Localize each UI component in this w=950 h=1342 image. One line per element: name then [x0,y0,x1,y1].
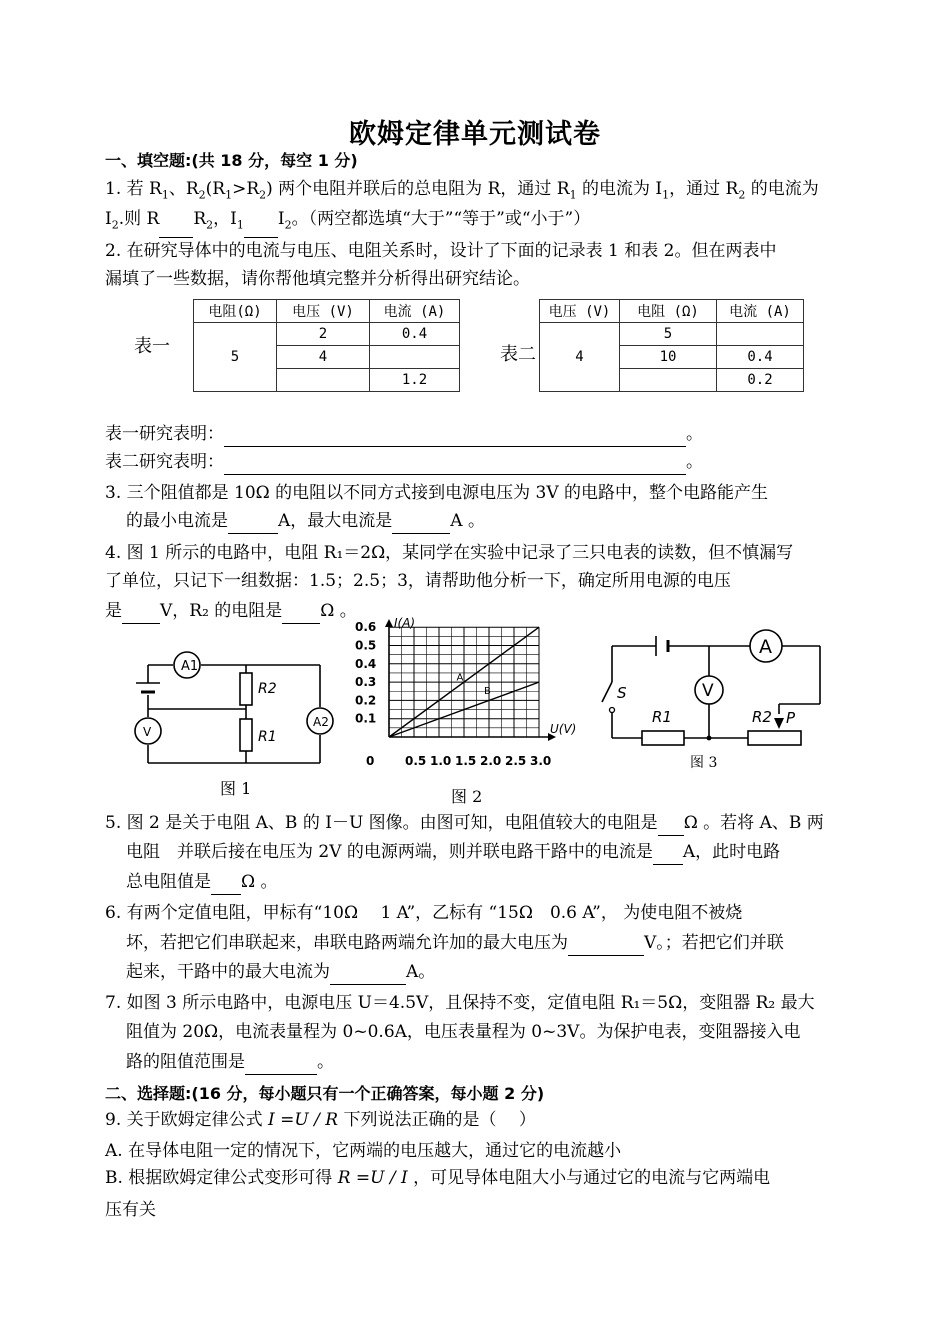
question-7-line-1: 7. 如图 3 所示电路中，电源电压 U＝4.5V，且保持不变，定值电阻 R₁＝5Ω，变阻器 R₂ 最大 [105,993,815,1013]
y-tick-label: 0.4 [355,656,377,671]
question-6-line-2: 坏，若把它们串联起来，串联电路两端允许加的最大电压为 V。；若把它们并联 [126,930,784,956]
table-cell: 4 [540,323,620,392]
label-a1: A1 [181,659,199,674]
table-cell: 1.2 [370,369,460,392]
figure-2-chart [352,615,597,775]
table-cell: 2 [277,323,370,346]
table-1-label: 表一 [134,336,170,357]
label-v: V [143,725,152,739]
question-4-line-2: 了单位，只记下一组数据：1.5；2.5；3，请帮助他分析一下，确定所用电源的电压 [105,571,731,591]
y-tick-label: 0.1 [355,711,377,726]
answer-blank[interactable] [211,876,241,895]
label-a2: A2 [313,715,329,729]
label-r2: R2 [258,681,277,697]
table-header: 电流 (A) [717,300,804,323]
label-v: V [702,681,714,701]
answer-blank[interactable] [244,219,278,238]
slider-p-arrow [774,718,784,729]
table-header: 电阻 (Ω) [620,300,717,323]
answer-blank[interactable] [228,515,278,534]
question-5-line-1: 5. 图 2 是关于电阻 A、B 的 I－U 图像。由图可知，电阻值较大的电阻是 Ω 。若将 A、B 两 [105,810,824,836]
table-header: 电压 (V) [540,300,620,323]
question-6-line-3: 起来，干路中的最大电流为 A。 [126,959,435,985]
figure-3-circuit [598,624,828,754]
ohms-law-formula: I =U / R [268,1110,339,1130]
y-tick-label: 0.3 [355,675,377,690]
y-tick-label: 0.2 [355,693,377,708]
table-1-conclusion: 表一研究表明： 。 [105,421,703,447]
x-tick-label: 2.5 [505,754,527,768]
answer-blank[interactable] [159,219,193,238]
question-9-stem: 9. 关于欧姆定律公式 I =U / R 下列说法正确的是（ ） [105,1110,536,1130]
table-2-conclusion: 表二研究表明： 。 [105,449,703,475]
rheostat-r2-symbol [748,731,801,745]
y-axis-label: I(A) [394,616,416,630]
table-header: 电阻(Ω) [194,300,277,323]
label-r1: R1 [652,708,672,726]
question-4-line-1: 4. 图 1 所示的电路中，电阻 R₁＝2Ω，某同学在实验中记录了三只电表的读数，但不慎漏写 [105,543,794,563]
question-7-line-2: 阻值为 20Ω，电流表量程为 0~0.6A，电压表量程为 0~3V。为保护电表，变阻器接入电 [126,1022,801,1042]
question-6-line-1: 6. 有两个定值电阻，甲标有“10Ω 1 A”，乙标有 “15Ω 0.6 A”， 为使电阻不被烧 [105,903,743,923]
answer-blank[interactable] [245,1056,317,1075]
table-cell: 0.4 [370,323,460,346]
resistor-r2-symbol [240,673,252,705]
answer-blank[interactable] [568,937,644,956]
table-cell[interactable] [277,369,370,392]
y-tick-label: 0.5 [355,638,377,653]
series-b-label: B [484,685,491,697]
figure-3-caption: 图 3 [690,755,718,771]
table-header: 电压 (V) [277,300,370,323]
answer-blank[interactable] [653,846,683,865]
x-tick-label: 0.5 [405,754,427,768]
table-cell[interactable] [717,323,804,346]
y-tick-label: 0.6 [355,620,377,635]
x-tick-label: 1.0 [430,754,452,768]
question-5-line-3: 总电阻值是 Ω 。 [126,869,278,895]
figure-2-caption: 图 2 [451,787,483,806]
record-table-2 [539,299,804,392]
table-header: 电流 (A) [370,300,460,323]
option-b-continued: 压有关 [105,1200,156,1220]
page-title: 欧姆定律单元测试卷 [349,119,601,150]
label-r2: R2 [752,708,772,726]
table-cell: 4 [277,346,370,369]
question-1-line-2: $I_2$.则 R $R_2$，$I_1$ $I_2$。（两空都选填“大于”“等于”或“小于”） [105,206,590,238]
question-3-line-1: 3. 三个阻值都是 10Ω 的电阻以不同方式接到电源电压为 3V 的电路中，整个电路能产生 [105,483,769,503]
option-b[interactable]: B. 根据欧姆定律公式变形可得 R =U / I ，可见导体电阻大小与通过它的电流与它两端电 [105,1168,771,1188]
label-r1: R1 [258,729,277,745]
question-7-line-3: 路的阻值范围是 。 [126,1049,334,1075]
table-cell[interactable] [620,369,717,392]
question-2-line-2: 漏填了一些数据，请你帮他填完整并分析得出研究结论。 [105,269,530,289]
question-2-line-1: 2. 在研究导体中的电流与电压、电阻关系时，设计了下面的记录表 1 和表 2。但在两表中 [105,241,777,261]
answer-blank[interactable] [330,966,406,985]
answer-blank[interactable] [224,456,686,475]
question-5-line-2: 电阻 并联后接在电压为 2V 的电源两端，则并联电路干路中的电流是 A，此时电路 [126,839,780,865]
table-2-label: 表二 [500,344,536,365]
resistor-r1-symbol [642,731,684,745]
rearranged-formula: R =U / I [337,1168,408,1188]
origin-label: 0 [366,754,375,768]
record-table-1 [193,299,460,392]
x-axis-label: U(V) [550,722,577,736]
y-axis-arrow [385,619,393,627]
answer-blank[interactable] [224,428,686,447]
x-tick-label: 1.5 [455,754,477,768]
table-cell: 0.2 [717,369,804,392]
resistor-r1-symbol [240,719,252,751]
table-cell: 10 [620,346,717,369]
section-choice-heading: 二、选择题:(16 分，每小题只有一个正确答案，每小题 2 分) [105,1084,545,1103]
label-p: P [786,709,796,727]
figure-1-circuit [128,645,338,770]
table-cell: 5 [620,323,717,346]
table-cell: 0.4 [717,346,804,369]
figure-1-caption: 图 1 [220,779,252,798]
x-tick-label: 3.0 [530,754,552,768]
table-cell[interactable] [370,346,460,369]
series-a-label: A [456,672,464,684]
section-fill-in-heading: 一、填空题:(共 18 分，每空 1 分) [105,151,358,170]
question-1-line-1: 1. 若 $R_1$、$R_2(R_1>R_2)$ 两个电阻并联后的总电阻为 R，通过 $R_1$ 的电流为 $I_1$，通过 $R_2$ 的电流为 [105,179,819,202]
table-cell: 5 [194,323,277,392]
answer-blank[interactable] [282,605,320,624]
option-a[interactable]: A. 在导体电阻一定的情况下，它两端的电压越大，通过它的电流越小 [105,1141,622,1161]
label-s: S [617,684,627,702]
question-3-line-2: 的最小电流是 A，最大电流是 A 。 [126,508,485,534]
question-4-line-3: 是 V，R₂ 的电阻是 Ω 。 [105,598,357,624]
answer-blank[interactable] [658,817,684,836]
x-tick-label: 2.0 [480,754,502,768]
answer-blank[interactable] [392,515,450,534]
answer-blank[interactable] [122,605,160,624]
label-a: A [759,636,772,658]
